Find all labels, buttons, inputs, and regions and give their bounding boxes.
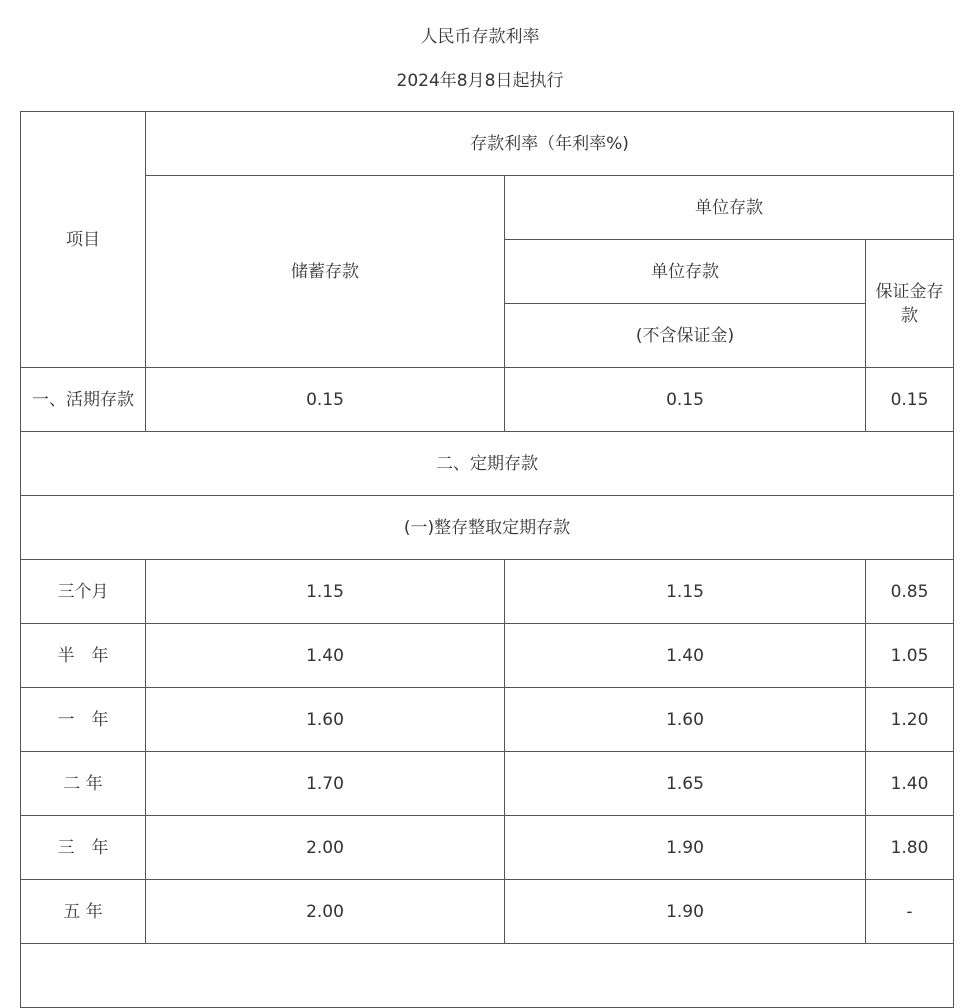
cell-savings: 2.00 xyxy=(146,816,505,880)
cell-unit: 1.90 xyxy=(505,880,866,944)
cell-unit: 1.60 xyxy=(505,688,866,752)
row-label: 二 年 xyxy=(21,752,146,816)
cell-unit: 1.15 xyxy=(505,560,866,624)
table-row xyxy=(21,880,954,944)
header-margin-deposit xyxy=(866,240,954,368)
row-label: 三个月 xyxy=(21,560,146,624)
table-row-partial xyxy=(21,944,954,1008)
header-savings: 储蓄存款 xyxy=(146,176,505,368)
page-title: 人民币存款利率 xyxy=(420,27,540,47)
row-label: 半 年 xyxy=(21,624,146,688)
row-label: 五 年 xyxy=(21,880,146,944)
effective-date: 2024年8月8日起执行 xyxy=(396,71,564,91)
empty-row xyxy=(21,944,954,1008)
header-excl-margin: (不含保证金) xyxy=(505,304,866,368)
section-lump-sum: (一)整存整取定期存款 xyxy=(21,496,954,560)
table-row xyxy=(21,688,954,752)
cell-unit: 0.15 xyxy=(505,368,866,432)
row-label: 一、活期存款 xyxy=(21,368,146,432)
cell-margin: 0.85 xyxy=(866,560,954,624)
cell-savings: 1.70 xyxy=(146,752,505,816)
header-item: 项目 xyxy=(21,112,146,368)
cell-savings: 1.60 xyxy=(146,688,505,752)
cell-savings: 0.15 xyxy=(146,368,505,432)
table-row xyxy=(21,624,954,688)
header-row xyxy=(21,176,954,240)
section-row xyxy=(21,496,954,560)
header-unit-group: 单位存款 xyxy=(505,176,954,240)
header-row xyxy=(21,112,954,176)
cell-margin: 0.15 xyxy=(866,368,954,432)
cell-margin: 1.40 xyxy=(866,752,954,816)
cell-savings: 1.15 xyxy=(146,560,505,624)
table-row xyxy=(21,368,954,432)
header-margin-line1: 保证金存 xyxy=(875,281,944,302)
row-label: 一 年 xyxy=(21,688,146,752)
cell-savings: 2.00 xyxy=(146,880,505,944)
cell-unit: 1.65 xyxy=(505,752,866,816)
row-label: 三 年 xyxy=(21,816,146,880)
table-row xyxy=(21,560,954,624)
cell-unit: 1.90 xyxy=(505,816,866,880)
section-row xyxy=(21,432,954,496)
cell-margin: 1.80 xyxy=(866,816,954,880)
cell-savings: 1.40 xyxy=(146,624,505,688)
table-row xyxy=(21,752,954,816)
section-fixed-deposit: 二、定期存款 xyxy=(21,432,954,496)
rate-table xyxy=(20,111,954,1008)
cell-margin: - xyxy=(866,880,954,944)
table-row xyxy=(21,816,954,880)
header-rate-group: 存款利率（年利率%) xyxy=(146,112,954,176)
header-margin-line2: 款 xyxy=(901,305,918,326)
header-unit-deposit: 单位存款 xyxy=(505,240,866,304)
cell-unit: 1.40 xyxy=(505,624,866,688)
cell-margin: 1.20 xyxy=(866,688,954,752)
cell-margin: 1.05 xyxy=(866,624,954,688)
